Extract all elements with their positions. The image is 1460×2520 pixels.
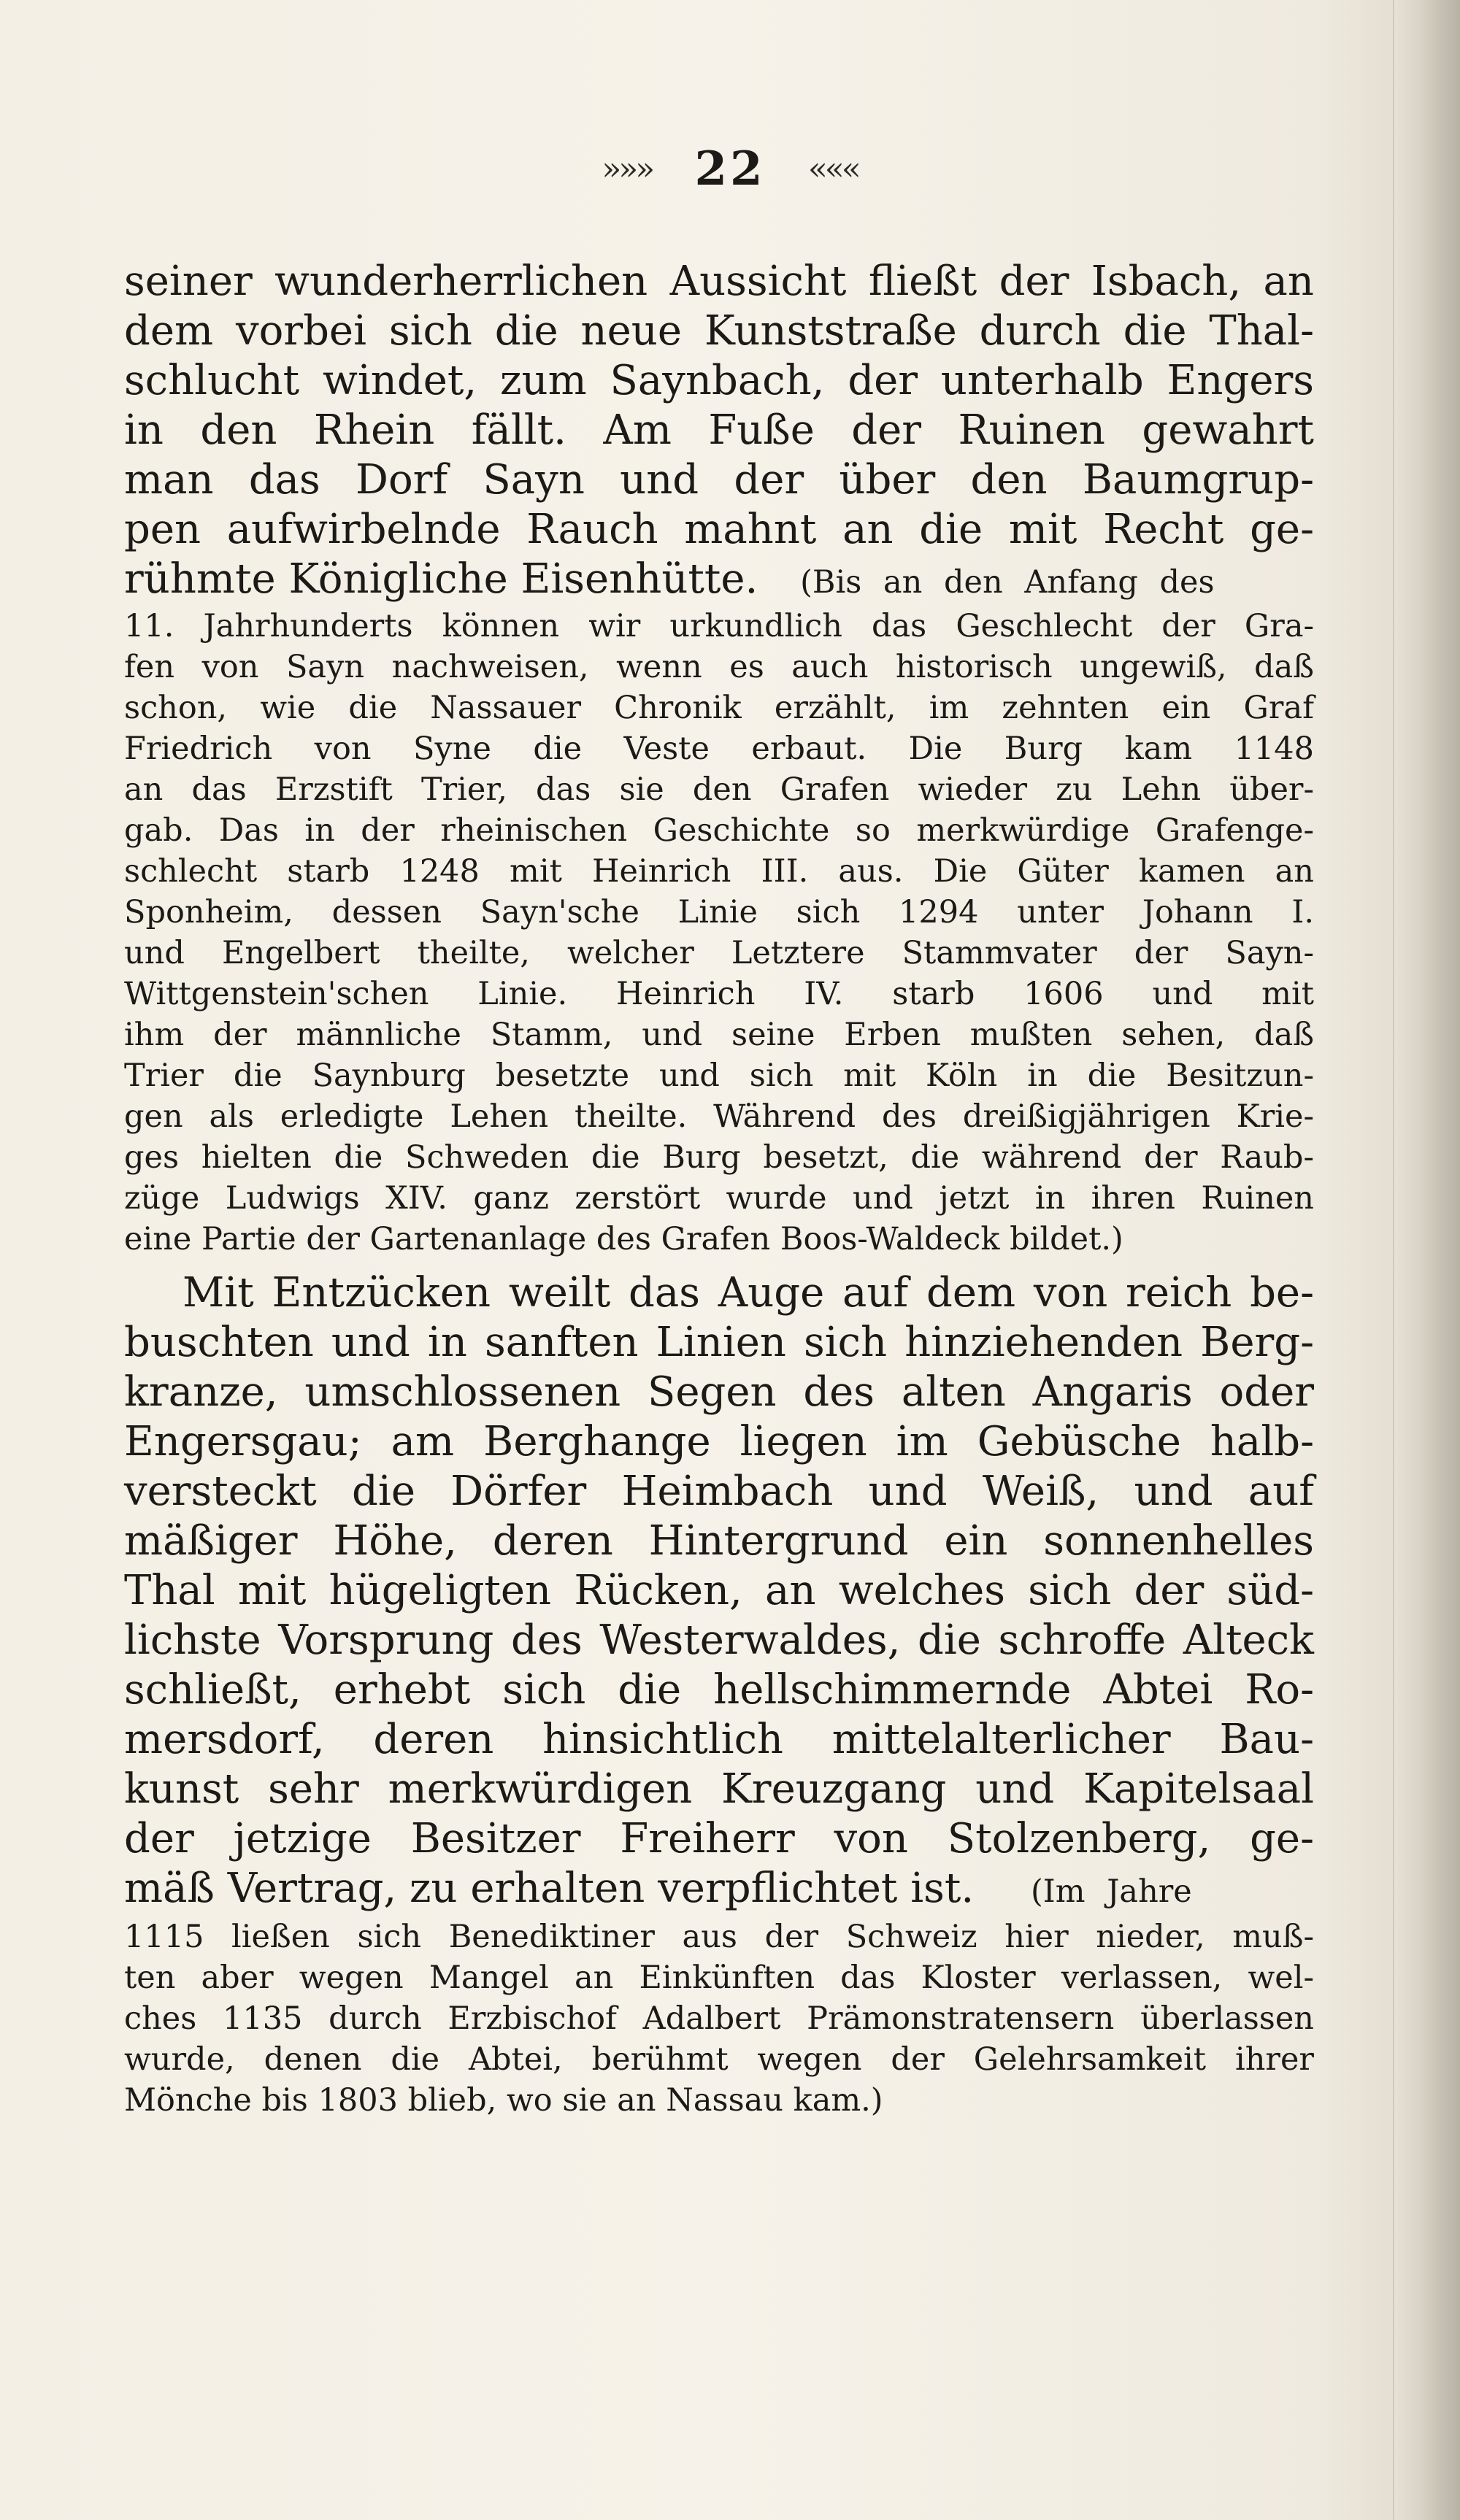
- text-line: schlucht windet, zum Saynbach, der unterhalb Engers: [124, 357, 1314, 404]
- note-line: Trier die Saynburg besetzte und sich mit Köln in die Besitzun-: [124, 1057, 1314, 1094]
- note-line: fen von Sayn nachweisen, wenn es auch historisch ungewiß, daß: [124, 649, 1314, 685]
- note-line: schlecht starb 1248 mit Heinrich III. aus. Die Güter kamen an: [124, 853, 1314, 890]
- page-number: 22: [694, 142, 766, 196]
- text-line: man das Dorf Sayn und der über den Baumgrup-: [124, 456, 1314, 504]
- text-line: mäßiger Höhe, deren Hintergrund ein sonnenhelles: [124, 1517, 1314, 1565]
- note-line: Wittgenstein'schen Linie. Heinrich IV. starb 1606 und mit: [124, 976, 1314, 1012]
- text-line: seiner wunderherrlichen Aussicht fließt der Isbach, an: [124, 258, 1314, 305]
- text-line: schließt, erhebt sich die hellschimmernde Abtei Ro-: [124, 1666, 1314, 1714]
- text-line: Engersgau; am Berghange liegen im Gebüsche halb-: [124, 1418, 1314, 1465]
- page-header: [0, 139, 1460, 196]
- note-line: ges hielten die Schweden die Burg besetzt, die während der Raub-: [124, 1139, 1314, 1176]
- note-line: ihm der männliche Stamm, und seine Erben mußten sehen, daß: [124, 1017, 1314, 1053]
- note-opening: (Im Jahre: [1030, 1873, 1192, 1910]
- text-line: versteckt die Dörfer Heimbach und Weiß, und auf: [124, 1468, 1314, 1515]
- text-segment: rühmte Königliche Eisenhütte.: [124, 555, 758, 603]
- note-line: eine Partie der Gartenanlage des Grafen Boos-Waldeck bildet.): [124, 1221, 1123, 1257]
- note-line: 11. Jahrhunderts können wir urkundlich das Geschlecht der Gra-: [124, 608, 1314, 644]
- note-line: gab. Das in der rheinischen Geschichte so merkwürdige Grafenge-: [124, 812, 1314, 849]
- note-opening: (Bis an den Anfang des: [800, 564, 1215, 601]
- note-line: 1115 ließen sich Benediktiner aus der Schweiz hier nieder, muß-: [124, 1919, 1314, 1955]
- note-line: an das Erzstift Trier, das sie den Grafen wieder zu Lehn über-: [124, 771, 1314, 808]
- text-line: kranze, umschlossenen Segen des alten Angaris oder: [124, 1368, 1314, 1416]
- text-line: buschten und in sanften Linien sich hinziehenden Berg-: [124, 1319, 1314, 1366]
- text-line: in den Rhein fällt. Am Fuße der Ruinen gewahrt: [124, 406, 1314, 454]
- text-segment: mäß Vertrag, zu erhalten verpflichtet ist.: [124, 1865, 975, 1912]
- note-line: Mönche bis 1803 blieb, wo sie an Nassau kam.): [124, 2082, 883, 2119]
- note-line: Sponheim, dessen Sayn'sche Linie sich 1294 unter Johann I.: [124, 894, 1314, 930]
- note-line: wurde, denen die Abtei, berühmt wegen der Gelehrsamkeit ihrer: [124, 2041, 1314, 2078]
- note-line: und Engelbert theilte, welcher Letztere Stammvater der Sayn-: [124, 935, 1314, 971]
- note-line: Friedrich von Syne die Veste erbaut. Die Burg kam 1148: [124, 731, 1314, 767]
- page-edge: [1393, 0, 1460, 2520]
- text-line: Thal mit hügeligten Rücken, an welches sich der süd-: [124, 1567, 1314, 1614]
- right-ornament-icon: «««: [807, 150, 858, 188]
- note-line: ches 1135 durch Erzbischof Adalbert Prämonstratensern überlassen: [124, 2000, 1314, 2037]
- text-line: lichste Vorsprung des Westerwaldes, die schroffe Alteck: [124, 1617, 1314, 1664]
- note-line: züge Ludwigs XIV. ganz zerstört wurde und jetzt in ihren Ruinen: [124, 1180, 1314, 1217]
- note-line: ten aber wegen Mangel an Einkünften das Kloster verlassen, wel-: [124, 1960, 1314, 1996]
- text-line: dem vorbei sich die neue Kunststraße durch die Thal-: [124, 307, 1314, 355]
- text-line: Mit Entzücken weilt das Auge auf dem von reich be-: [182, 1269, 1314, 1317]
- text-line: pen aufwirbelnde Rauch mahnt an die mit Recht ge-: [124, 506, 1314, 553]
- note-line: gen als erledigte Lehen theilte. Während des dreißigjährigen Krie-: [124, 1098, 1314, 1135]
- mixed-line: [124, 555, 1314, 604]
- left-ornament-icon: »»»: [602, 150, 653, 188]
- text-line: mersdorf, deren hinsichtlich mittelalterlicher Bau-: [124, 1716, 1314, 1763]
- text-line: der jetzige Besitzer Freiherr von Stolzenberg, ge-: [124, 1815, 1314, 1862]
- text-line: kunst sehr merkwürdigen Kreuzgang und Kapitelsaal: [124, 1765, 1314, 1813]
- mixed-line: [124, 1864, 1314, 1914]
- note-line: schon, wie die Nassauer Chronik erzählt, im zehnten ein Graf: [124, 690, 1314, 726]
